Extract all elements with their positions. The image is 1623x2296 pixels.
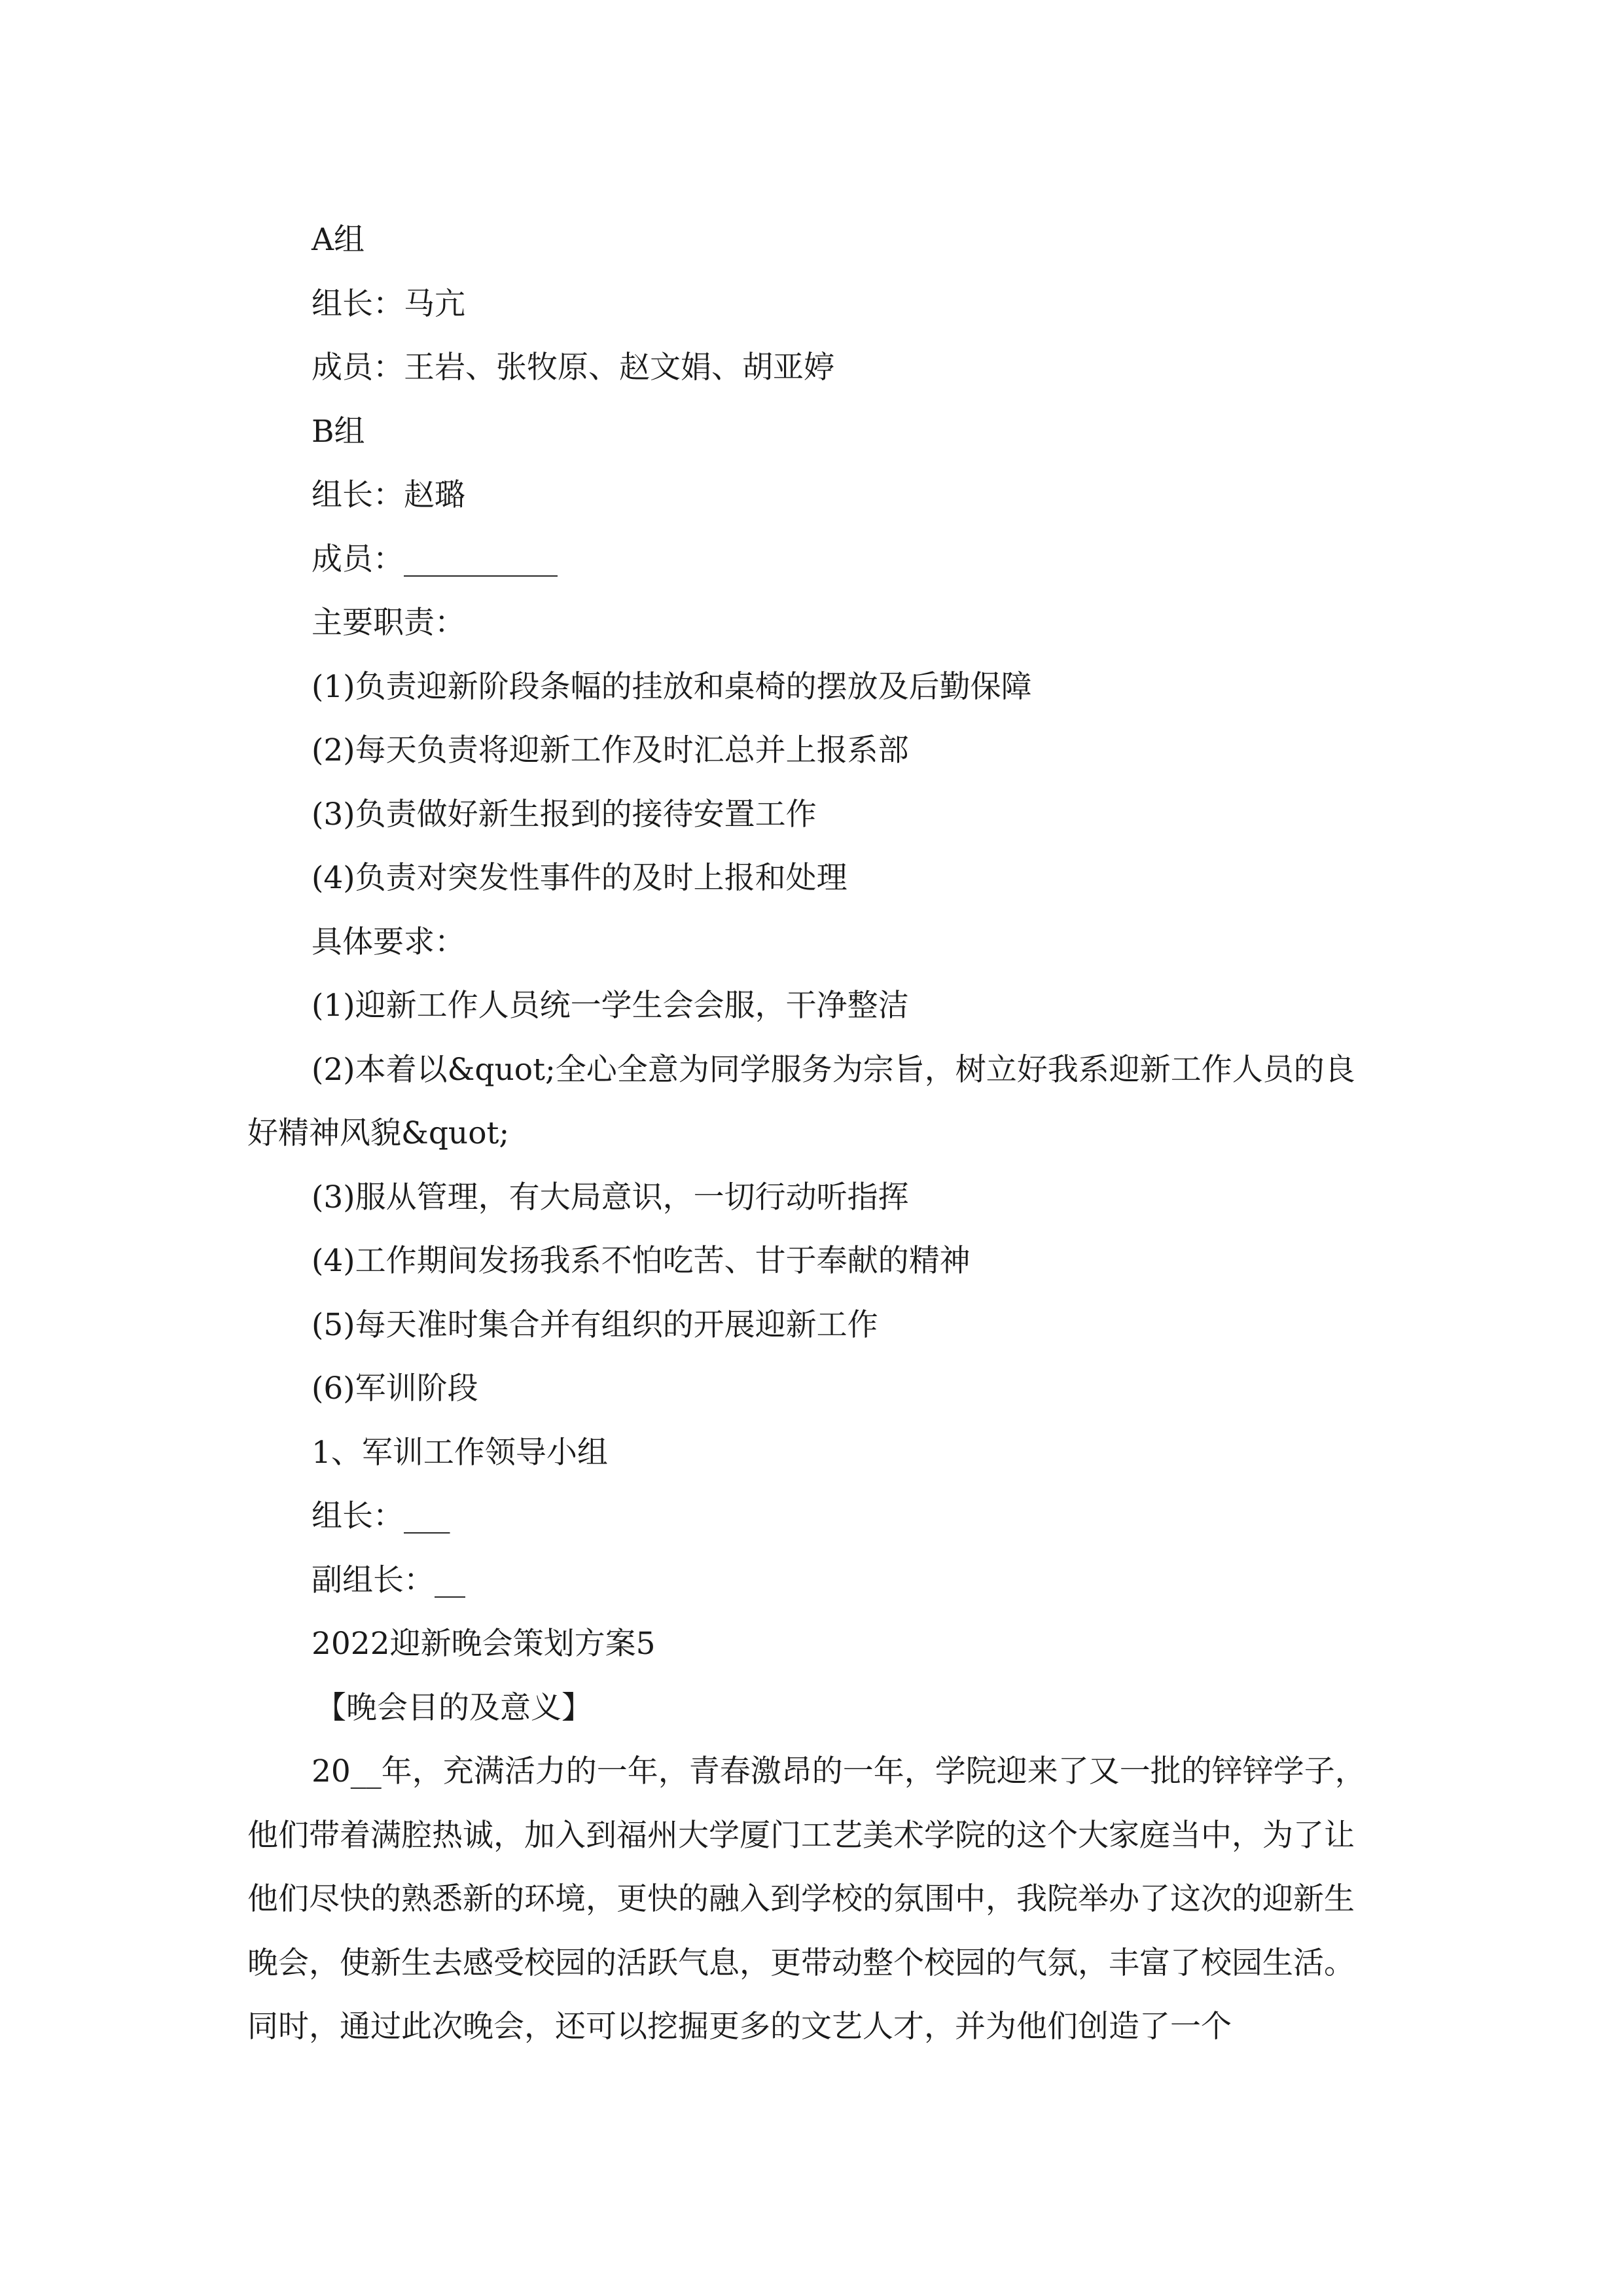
group-b-heading: B组: [312, 413, 365, 450]
requirement-item: (1)迎新工作人员统一学生会会服，干净整洁: [312, 988, 909, 1024]
training-deputy-leader: 副组长：__: [312, 1562, 465, 1598]
duty-item: (4)负责对突发性事件的及时上报和处理: [312, 860, 847, 896]
duty-item: (2)每天负责将迎新工作及时汇总并上报系部: [312, 732, 909, 768]
requirement-item: (6)军训阶段: [312, 1371, 478, 1407]
duty-item: (1)负责迎新阶段条幅的挂放和桌椅的摆放及后勤保障: [312, 668, 1032, 705]
requirement-item: (5)每天准时集合并有组织的开展迎新工作: [312, 1306, 878, 1343]
military-training-heading: 1、军训工作领导小组: [312, 1434, 608, 1471]
requirement-item: (4)工作期间发扬我系不怕吃苦、甘于奉献的精神: [312, 1243, 971, 1279]
group-b-leader: 组长：赵璐: [312, 477, 465, 513]
training-leader: 组长：___: [312, 1498, 450, 1534]
requirements-heading: 具体要求：: [312, 924, 465, 960]
duties-heading: 主要职责：: [312, 605, 465, 641]
requirement-item: (2)本着以&quot;全心全意为同学服务为宗旨，树立好我系迎新工作人员的良好精神风貌&quot;: [247, 1051, 1355, 1151]
section-title: 2022迎新晚会策划方案5: [312, 1626, 656, 1662]
requirement-item: (3)服从管理，有大局意识，一切行动听指挥: [312, 1179, 909, 1215]
purpose-heading: 【晚会目的及意义】: [315, 1689, 592, 1726]
document-body: [247, 208, 1378, 2059]
group-b-members: 成员：__________: [312, 541, 558, 577]
group-a-leader: 组长：马亢: [312, 285, 465, 322]
group-a-heading: A组: [312, 222, 365, 258]
duty-item: (3)负责做好新生报到的接待安置工作: [312, 796, 817, 833]
purpose-paragraph: 20__年，充满活力的一年，青春激昂的一年，学院迎来了又一批的锌锌学子，他们带着满腔热诚，加入到福州大学厦门工艺美术学院的这个大家庭当中，为了让他们尽快的熟悉新的环境，更快的融入到学校的氛围中，我院举办了这次的迎新生晚会，使新生去感受校园的活跃气息，更带动整个校园的气氛，丰富了校园生活。同时，通过此次晚会，还可以挖掘更多的文艺人才，并为他们创造了一个: [247, 1753, 1366, 2045]
group-a-members: 成员：王岩、张牧原、赵文娟、胡亚婷: [312, 350, 834, 386]
